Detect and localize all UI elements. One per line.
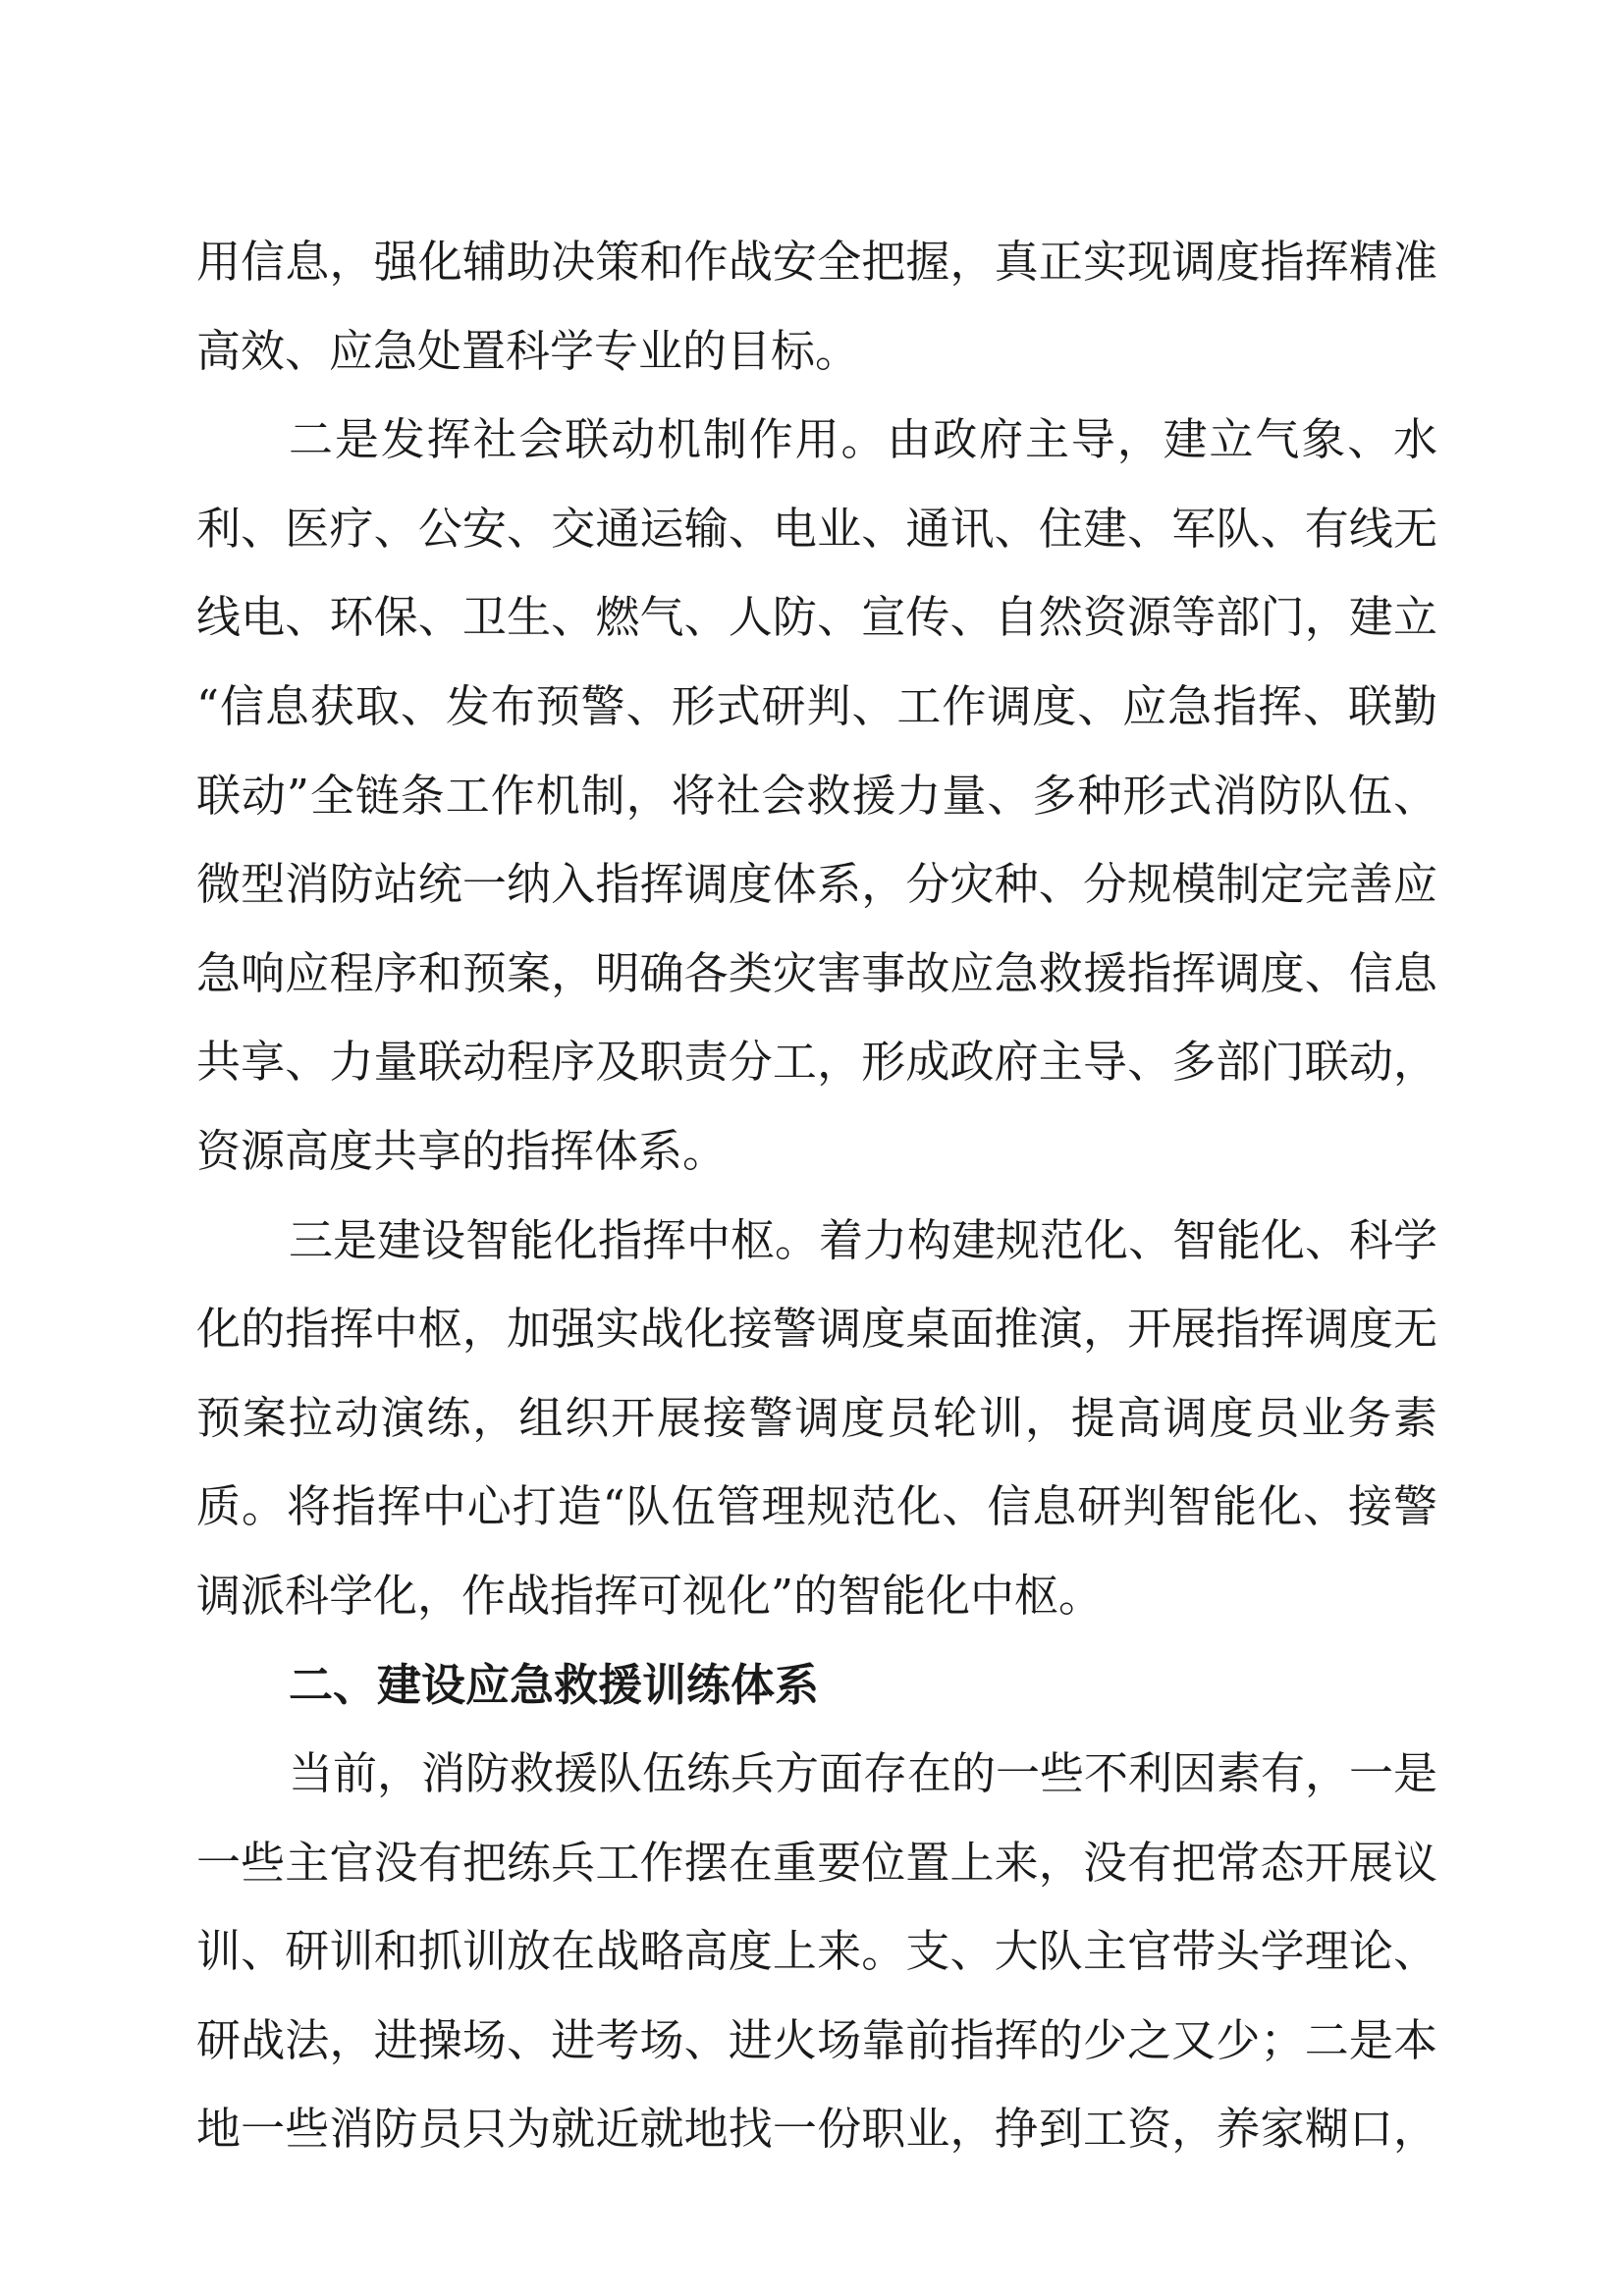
- text-line: 调派科学化，作战指挥可视化”的智能化中枢。: [196, 1569, 1104, 1622]
- text-line: 用信息，强化辅助决策和作战安全把握，真正实现调度指挥精准: [196, 236, 1437, 288]
- text-line: 当前，消防救援队伍练兵方面存在的一些不利因素有，一是: [289, 1747, 1438, 1800]
- text-line: 资源高度共享的指挥体系。: [196, 1124, 728, 1177]
- text-line: 共享、力量联动程序及职责分工，形成政府主导、多部门联动，: [196, 1036, 1437, 1089]
- section-heading: 二、建设应急救援训练体系: [289, 1658, 820, 1711]
- text-line: 急响应程序和预案，明确各类灾害事故应急救援指挥调度、信息: [196, 946, 1437, 999]
- text-line: “信息获取、发布预警、形式研判、工作调度、应急指挥、联勤: [196, 679, 1437, 732]
- text-line: 利、医疗、公安、交通运输、电业、通讯、住建、军队、有线无: [196, 502, 1437, 555]
- text-line: 训、研训和抓训放在战略高度上来。支、大队主官带头学理论、: [196, 1925, 1437, 1978]
- text-line: 三是建设智能化指挥中枢。着力构建规范化、智能化、科学: [289, 1213, 1438, 1266]
- text-line: 地一些消防员只为就近就地找一份职业，挣到工资，养家糊口，: [196, 2103, 1437, 2156]
- text-line: 研战法，进操场、进考场、进火场靠前指挥的少之又少；二是本: [196, 2013, 1437, 2066]
- text-line: 联动”全链条工作机制，将社会救援力量、多种形式消防队伍、: [196, 769, 1437, 822]
- text-line: 一些主官没有把练兵工作摆在重要位置上来，没有把常态开展议: [196, 1836, 1437, 1889]
- text-line: 质。将指挥中心打造“队伍管理规范化、信息研判智能化、接警: [196, 1480, 1437, 1533]
- text-line: 化的指挥中枢，加强实战化接警调度桌面推演，开展指挥调度无: [196, 1303, 1437, 1356]
- text-line: 高效、应急处置科学专业的目标。: [196, 324, 860, 377]
- text-line: 微型消防站统一纳入指挥调度体系，分灾种、分规模制定完善应: [196, 858, 1437, 911]
- text-line: 二是发挥社会联动机制作用。由政府主导，建立气象、水: [289, 413, 1437, 466]
- document-page: [196, 218, 1437, 2174]
- text-line: 预案拉动演练，组织开展接警调度员轮训，提高调度员业务素: [196, 1391, 1437, 1444]
- text-line: 线电、环保、卫生、燃气、人防、宣传、自然资源等部门，建立: [196, 591, 1437, 644]
